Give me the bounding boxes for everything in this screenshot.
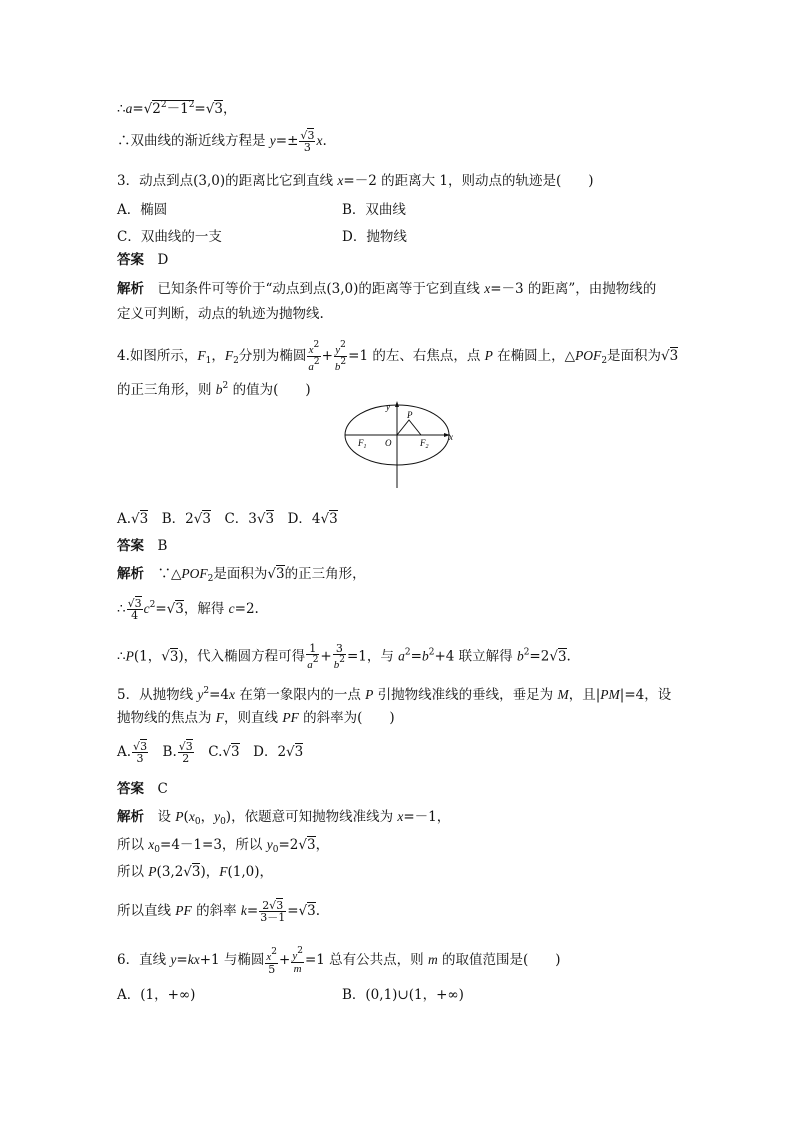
q6-option-a: A．(1，+∞) bbox=[117, 987, 196, 1003]
q3-option-b: B．双曲线 bbox=[342, 202, 406, 218]
q6-option-b: B．(0,1)∪(1，+∞) bbox=[342, 987, 464, 1003]
question-3: 3．动点到点(3,0)的距离比它到直线 x=－2 的距离大 1，则动点的轨迹是( ) bbox=[117, 173, 594, 189]
explanation-label: 解析 bbox=[117, 809, 144, 825]
explanation-label: 解析 bbox=[117, 281, 144, 297]
q3-explanation-1: 解析 已知条件可等价于“动点到点(3,0)的距离等于它到直线 x=－3 的距离”，由抛物线的 bbox=[117, 281, 657, 297]
q3-option-a: A．椭圆 bbox=[117, 202, 168, 218]
q3-explanation-2: 定义可判断，动点的轨迹为抛物线. bbox=[117, 306, 324, 322]
q5-explanation-1: 解析 设 $P(x_0$，$y_0$)，依题意可知抛物线准线为 x=－1， bbox=[117, 809, 451, 827]
explanation-label: 解析 bbox=[117, 566, 144, 582]
q4-explanation-3: ∴P(1，√3)，代入椭圆方程可得 $\frac{1}{a^2}$ + $\frac{3}{b^2}$ =1，与 $a^2=b^2+4$ 联立解得 $b^2=2√3$. bbox=[117, 642, 571, 671]
answer-value: C bbox=[157, 781, 168, 797]
point-p-label: P bbox=[407, 410, 413, 420]
q4-options: A.√3 B．2√3 C．3√3 D．4√3 bbox=[117, 511, 338, 527]
focus-f1-label: $F_1$ bbox=[358, 438, 367, 450]
question-6: 6．直线 y=kx+1 与椭圆 $\frac{x^2}{5}$ + $\frac{y^2}{m}$ =1 总有公共点，则 m 的取值范围是( ) bbox=[117, 946, 561, 976]
question-4-line-1: 4.如图所示，$F_1$，$F_2$分别为椭圆 $\frac{x^2}{a^2}$ + $\frac{y^2}{b^2}$ =1 的左、右焦点，点 P 在椭圆上，$\triangle POF_2$是面积为√3 bbox=[117, 340, 679, 373]
q4-answer bbox=[117, 537, 167, 555]
q3-option-d: D．抛物线 bbox=[342, 229, 407, 245]
answer-label: 答案 bbox=[117, 538, 144, 554]
q5-explanation-3: 所以 P(3,2√3)，F(1,0)， bbox=[117, 864, 274, 880]
q3-answer bbox=[117, 251, 168, 269]
q4-explanation-2: ∴ $\frac{√3}{4}$ $c^2=√3$，解得 c=2. bbox=[117, 597, 259, 622]
q5-answer bbox=[117, 780, 168, 798]
y-axis-label: y bbox=[386, 402, 390, 412]
origin-label: O bbox=[385, 438, 392, 448]
q4-explanation-1: 解析 $\because\triangle POF_2$是面积为√3的正三角形， bbox=[117, 566, 366, 584]
answer-label: 答案 bbox=[117, 781, 144, 797]
q3-option-c: C．双曲线的一支 bbox=[117, 229, 222, 245]
ellipse-figure bbox=[340, 398, 460, 493]
x-axis-label: x bbox=[449, 432, 453, 442]
q5-explanation-4: 所以直线 PF 的斜率 k= $\frac{2√3}{3-1}$ =√3. bbox=[117, 899, 321, 924]
solution-line-a: $\therefore a=√2^2-1^2=√3$， bbox=[117, 100, 237, 117]
question-4-line-2: 的正三角形，则 $b^2$ 的值为( ) bbox=[117, 381, 311, 398]
q5-explanation-2: 所以 $x_0=4-1=3$，所以 $y_0=2√3$， bbox=[117, 837, 330, 855]
solution-line-asymptote: ∴双曲线的渐近线方程是 y=± $\frac{√3}{3}$ x. bbox=[117, 129, 327, 154]
focus-f2-label: $F_2$ bbox=[420, 438, 429, 450]
answer-value: B bbox=[157, 538, 168, 554]
q5-options: A. $\frac{√3}{3}$ B. $\frac{√3}{2}$ C.√3 D．2√3 bbox=[117, 740, 304, 765]
answer-value: D bbox=[157, 252, 169, 268]
question-5-line-1: 5．从抛物线 $y^2=4x$ 在第一象限内的一点 P 引抛物线准线的垂线，垂足为 M，且|PM|=4，设 bbox=[117, 686, 672, 703]
question-5-line-2: 抛物线的焦点为 F，则直线 PF 的斜率为( ) bbox=[117, 710, 395, 726]
answer-label: 答案 bbox=[117, 252, 144, 268]
